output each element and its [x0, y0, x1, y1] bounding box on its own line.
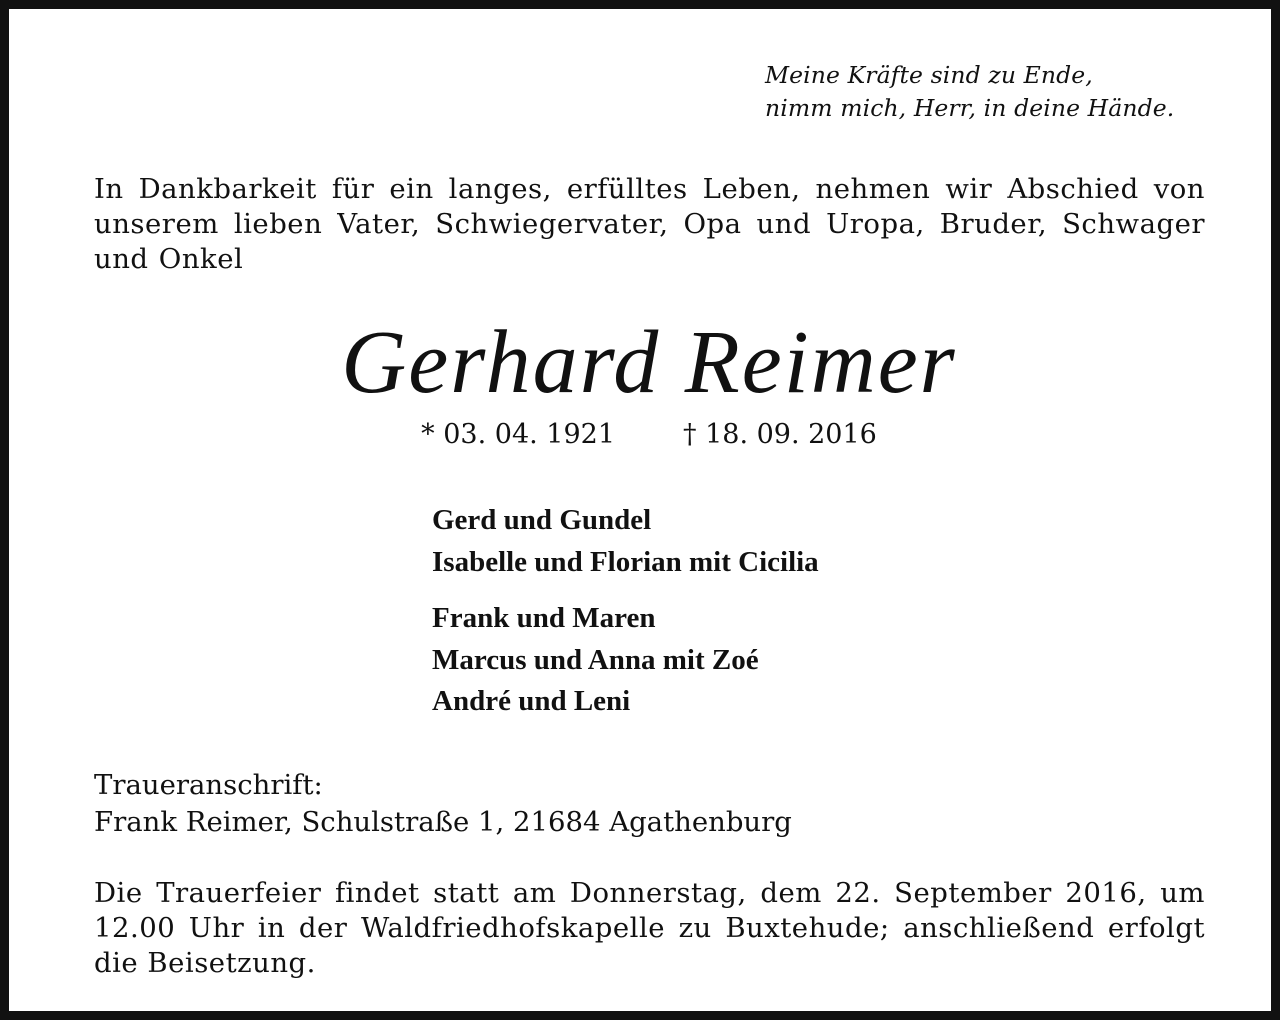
family-member-line: Gerd und Gundel — [432, 504, 652, 536]
ceremony-line-3: die Beisetzung. — [94, 947, 316, 979]
intro-line-2: unserem lieben Vater, Schwiegervater, Opa und Uropa, Bruder, Schwager — [94, 208, 1205, 240]
family-member-line: Marcus und Anna mit Zoé — [432, 643, 759, 676]
family-group-1 — [432, 500, 819, 583]
intro-line-3: und Onkel — [94, 243, 244, 275]
family-member-line: Frank und Maren — [432, 602, 656, 634]
family-member-line: André und Leni — [432, 685, 631, 717]
mourning-address: Frank Reimer, Schulstraße 1, 21684 Agathenburg — [94, 806, 792, 838]
motto-verse — [765, 59, 1174, 125]
motto-line-1: Meine Kräfte sind zu Ende, — [765, 61, 1093, 89]
family-member-line: Isabelle und Florian mit Cicilia — [432, 545, 819, 578]
intro-line-1: In Dankbarkeit für ein langes, erfülltes Leben, nehmen wir Abschied von — [94, 173, 1205, 205]
motto-line-2: nimm mich, Herr, in deine Hände. — [765, 94, 1175, 122]
address-label: Traueranschrift: — [94, 769, 323, 801]
family-group-2 — [432, 598, 819, 723]
intro-paragraph — [94, 172, 1205, 277]
ceremony-line-2: 12.00 Uhr in der Waldfriedhofskapelle zu Buxtehude; anschließend erfolgt — [94, 912, 1205, 944]
birth-date: * 03. 04. 1921 — [421, 419, 615, 450]
family-list — [432, 500, 819, 723]
ceremony-paragraph — [94, 876, 1205, 981]
death-date: † 18. 09. 2016 — [683, 419, 877, 450]
deceased-name: Gerhard Reimer — [341, 313, 957, 412]
life-dates — [9, 416, 1280, 454]
ceremony-line-1: Die Trauerfeier findet statt am Donnerstag, dem 22. September 2016, um — [94, 877, 1205, 909]
